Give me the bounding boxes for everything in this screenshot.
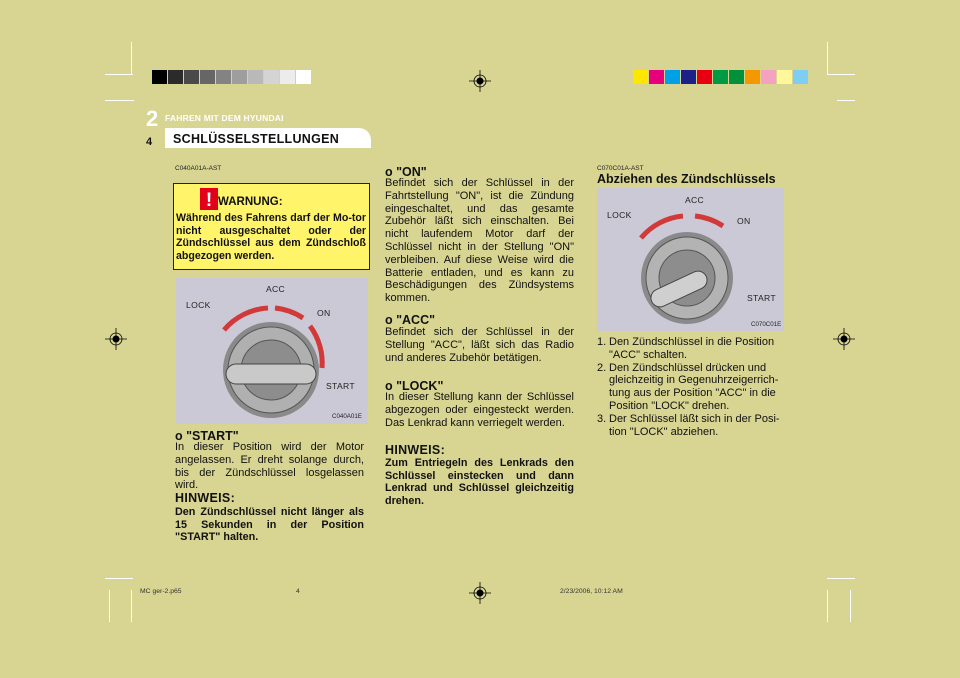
- section-code-2: C070C01A-AST: [597, 165, 644, 172]
- color-swatch: [152, 70, 167, 84]
- note-heading: HINWEIS:: [175, 491, 236, 505]
- start-text: In dieser Position wird der Motor angelassen. Er dreht solange durch, bis der Zündschlüssel losgelassen wird.: [175, 441, 364, 492]
- label-lock: LOCK: [186, 300, 211, 310]
- color-swatch: [184, 70, 199, 84]
- note-text-2: Zum Entriegeln des Lenkrads den Schlüssel einstecken und dann Lenkrad und Schlüssel gleichzeitig drehen.: [385, 457, 574, 508]
- color-swatch: [248, 70, 263, 84]
- color-swatch: [633, 70, 648, 84]
- list-item-number: 2.: [597, 361, 607, 374]
- list-item: [597, 336, 783, 362]
- figure-code-2: C070C01E: [751, 321, 782, 328]
- label-on-2: ON: [737, 216, 751, 226]
- acc-text: Befindet sich der Schlüssel in der Stellung "ACC", läßt sich das Radio und anderes Zubehör betätigen.: [385, 326, 574, 364]
- list-item-text: Der Schlüssel läßt sich in der Posi-tion "LOCK" abziehen.: [609, 412, 780, 438]
- color-swatch: [649, 70, 664, 84]
- note-heading-2: HINWEIS:: [385, 443, 446, 457]
- list-item-text: Den Zündschlüssel in die Position "ACC" schalten.: [609, 336, 775, 361]
- list-item-text: Den Zündschlüssel drücken und gleichzeitig in Gegenuhrzeigerrich-tung aus der Position "ACC" in die Position "LOCK" drehen.: [609, 361, 779, 412]
- footer-page: 4: [296, 588, 300, 595]
- label-acc-2: ACC: [685, 195, 705, 205]
- color-bar-left: [152, 70, 312, 84]
- registration-mark-icon: [833, 328, 855, 350]
- chapter-title: FAHREN MIT DEM HYUNDAI: [165, 113, 284, 123]
- color-bar-right: [633, 70, 809, 84]
- section-title: SCHLÜSSELSTELLUNGEN: [173, 132, 340, 146]
- color-swatch: [168, 70, 183, 84]
- list-item-number: 1.: [597, 336, 607, 348]
- color-swatch: [280, 70, 295, 84]
- start-heading: o "START": [175, 429, 239, 443]
- on-text: Befindet sich der Schlüssel in der Fahrtstellung "ON", ist die Zündung eingeschaltet, und das gesamte Zubehör läßt sich einschalten. Bei nicht laufendem Motor darf der Schlüssel nicht in der Stellung "ON" verbleiben. Auf diese Weise wird die Batterie entladen, und es kann zu Beschädigungen des Zündsystems kommen.: [385, 177, 574, 305]
- color-swatch: [232, 70, 247, 84]
- color-swatch: [745, 70, 760, 84]
- color-swatch: [296, 70, 311, 84]
- step-list: [597, 336, 783, 438]
- on-heading: o "ON": [385, 165, 427, 179]
- warning-title: WARNUNG:: [218, 196, 283, 208]
- color-swatch: [793, 70, 808, 84]
- label-start: START: [326, 381, 355, 391]
- warning-text: Während des Fahrens darf der Mo-tor nicht ausgeschaltet oder der Zündschlüssel aus dem Zündschloß abgezogen werden.: [176, 212, 366, 263]
- removal-heading: Abziehen des Zündschlüssels: [597, 172, 776, 186]
- list-item: [597, 362, 783, 413]
- color-swatch: [200, 70, 215, 84]
- key-removal-figure: [597, 188, 784, 331]
- color-swatch: [761, 70, 776, 84]
- registration-mark-icon: [469, 70, 491, 92]
- label-start-2: START: [747, 293, 776, 303]
- footer-file: MC ger-2.p65: [140, 588, 182, 595]
- list-item-number: 3.: [597, 412, 607, 425]
- color-swatch: [777, 70, 792, 84]
- chapter-number: 2: [146, 106, 159, 131]
- label-on: ON: [317, 308, 331, 318]
- color-swatch: [264, 70, 279, 84]
- section-code: C040A01A-AST: [175, 165, 222, 172]
- label-acc: ACC: [266, 284, 286, 294]
- footer-date: 2/23/2006, 10:12 AM: [560, 588, 623, 595]
- lock-heading: o "LOCK": [385, 379, 444, 393]
- note-text: Den Zündschlüssel nicht länger als 15 Sekunden in der Position "START" halten.: [175, 506, 364, 544]
- color-swatch: [216, 70, 231, 84]
- svg-text:!: !: [205, 190, 213, 210]
- color-swatch: [665, 70, 680, 84]
- color-swatch: [729, 70, 744, 84]
- registration-mark-icon: [105, 328, 127, 350]
- page-number: 4: [146, 136, 153, 148]
- ignition-switch-figure: [176, 278, 368, 424]
- registration-mark-icon: [469, 582, 491, 604]
- color-swatch: [697, 70, 712, 84]
- list-item: [597, 413, 783, 439]
- color-swatch: [713, 70, 728, 84]
- lock-text: In dieser Stellung kann der Schlüssel abgezogen oder eingesteckt werden. Das Lenkrad kann verriegelt werden.: [385, 391, 574, 429]
- acc-heading: o "ACC": [385, 313, 436, 327]
- label-lock-2: LOCK: [607, 210, 632, 220]
- exclamation-icon: [200, 188, 218, 210]
- color-swatch: [681, 70, 696, 84]
- figure-code: C040A01E: [332, 413, 362, 420]
